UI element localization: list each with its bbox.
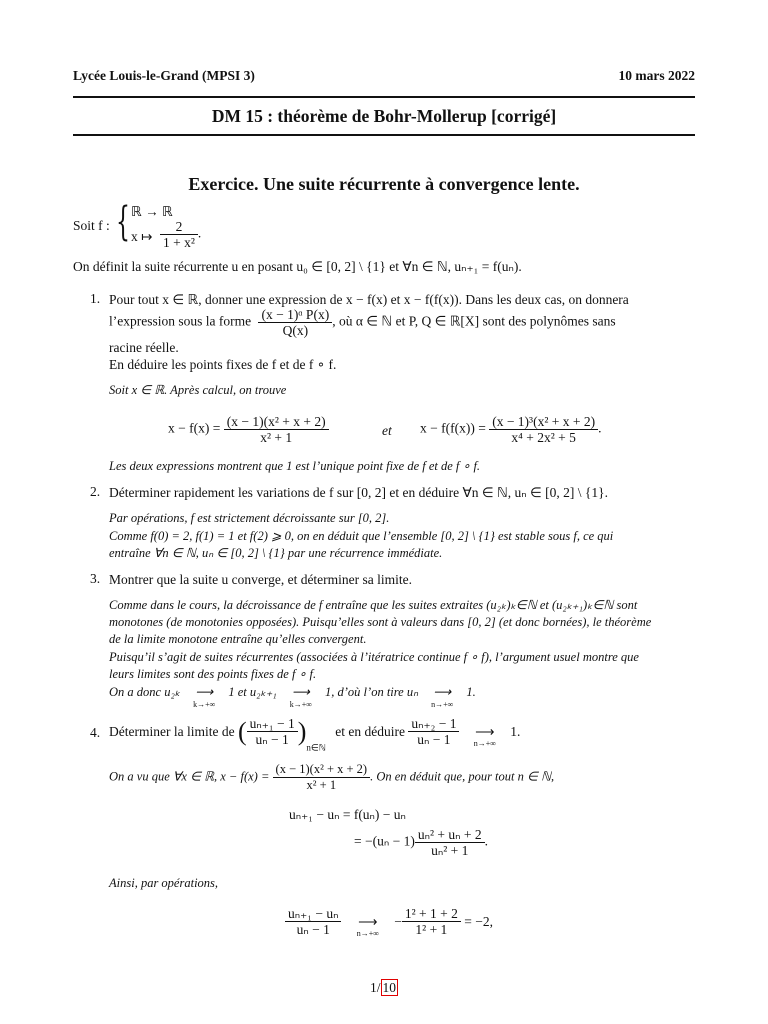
eq1-num: (x − 1)(x² + x + 2) <box>224 414 329 430</box>
q1-frac-num: (x − 1)ᵅ P(x) <box>258 307 332 323</box>
limit-arrow-5: ⟶ n→+∞ <box>345 913 391 930</box>
document-title: DM 15 : théorème de Bohr-Mollerup [corrigé] <box>211 106 557 126</box>
q2-answer-3: entraîne ∀n ∈ ℕ, uₙ ∈ [0, 2] \ {1} par une récurrence immédiate. <box>109 546 443 560</box>
q2-line1: Déterminer rapidement les variations de f sur [0, 2] et en déduire ∀n ∈ ℕ, uₙ ∈ [0, 2] \ {1}. <box>109 485 609 500</box>
q1-line2-a: l’expression sous la forme <box>109 313 252 329</box>
q4-limit-eq <box>285 906 493 937</box>
q1-answer-intro: Soit x ∈ ℝ. Après calcul, on trouve <box>109 383 287 397</box>
paren-close: ) <box>297 717 307 746</box>
q3-answer-4: Puisqu’il s’agit de suites récurrentes (associées à l’itératrice continue f ∘ f), l’argument usuel montre que <box>109 650 639 664</box>
q3-answer-6 <box>109 684 476 709</box>
q3-a6-a: On a donc u₂ₖ <box>109 685 181 699</box>
q4-answer-2: Ainsi, par opérations, <box>109 876 219 890</box>
exercise-title: Exercice. Une suite récurrente à convergence lente. <box>188 174 580 194</box>
q1-line2 <box>109 307 616 338</box>
q4-frac-den: uₙ − 1 <box>255 732 289 747</box>
paren-open: ( <box>237 717 247 746</box>
q4-lim-num: uₙ₊₁ − uₙ <box>285 906 341 922</box>
eq2-end: . <box>598 420 602 436</box>
q1-frac-den: Q(x) <box>282 323 309 338</box>
eq2-left: x − f(f(x)) = <box>420 420 486 436</box>
q4-a1-num: (x − 1)(x² + x + 2) <box>273 762 371 778</box>
q1-equation-1 <box>168 414 329 445</box>
eq1-left: x − f(x) = <box>168 420 221 436</box>
top-rule <box>73 96 695 98</box>
q4-number: 4. <box>90 725 101 740</box>
formula-numerator: 2 <box>160 219 198 235</box>
definition-label: Soit f : <box>73 218 110 233</box>
q4-frac2-den: uₙ − 1 <box>417 732 451 747</box>
formula-end: . <box>197 225 202 241</box>
header-date: 10 mars 2022 <box>618 68 695 83</box>
eq2-den: x⁴ + 2x² + 5 <box>511 430 576 445</box>
eq2-num: (x − 1)³(x² + x + 2) <box>489 414 598 430</box>
q1-line3: racine réelle. <box>109 340 179 355</box>
q1-equation-2 <box>420 414 602 445</box>
q4-answer-1 <box>109 762 554 793</box>
q3-line1: Montrer que la suite u converge, et déterminer sa limite. <box>109 572 413 587</box>
limit-arrow-2: ⟶ k→+∞ <box>280 684 322 701</box>
q4-line1 <box>109 716 520 757</box>
q2-answer-2: Comme f(0) = 2, f(1) = 1 et f(2) ⩾ 0, on en déduit que l’ensemble [0, 2] \ {1} est stable sous f, ce qui <box>109 529 614 543</box>
formula-denominator: 1 + x² <box>163 235 195 250</box>
q4-subscript: n∈ℕ <box>306 742 326 753</box>
limit-arrow-1: ⟶ k→+∞ <box>183 684 225 701</box>
q4-eq-line2 <box>354 827 488 858</box>
q4-frac-num: uₙ₊₁ − 1 <box>247 716 298 732</box>
q4-lim-den: uₙ − 1 <box>296 922 330 937</box>
q4-lim-end: = −2, <box>464 914 493 929</box>
arrow-label-5: n→+∞ <box>356 929 379 938</box>
q4-line1-b: et en déduire <box>335 724 406 739</box>
q4-frac2-num: uₙ₊₂ − 1 <box>408 716 459 732</box>
limit-arrow-4: ⟶ n→+∞ <box>463 723 507 740</box>
q4-eq2-end: . <box>484 833 489 849</box>
q1-line1: Pour tout x ∈ ℝ, donner une expression de x − f(x) et x − f(f(x)). Dans les deux cas, on donnera <box>109 292 629 307</box>
q3-a6-d: 1. <box>466 685 476 699</box>
q3-number: 3. <box>90 571 101 586</box>
q3-answer-2: monotones (de monotonies opposées). Puisqu’elles sont à valeurs dans [0, 2] (et donc bornées), le théorème <box>109 615 652 629</box>
page-total-link[interactable]: 10 <box>382 980 396 995</box>
arrow-label-3: n→+∞ <box>431 700 454 709</box>
page-header <box>73 68 695 88</box>
q1-et: et <box>382 423 392 438</box>
q1-number: 1. <box>90 291 101 306</box>
definition-brace: { <box>116 199 130 245</box>
limit-arrow-3: ⟶ n→+∞ <box>421 684 463 701</box>
q4-a1-b: . On en déduit que, pour tout n ∈ ℕ, <box>370 769 555 784</box>
q3-answer-5: leurs limites sont des points fixes de f ∘ f. <box>109 667 317 681</box>
definition-mapsto: x ↦ <box>131 229 153 244</box>
q2-number: 2. <box>90 484 101 499</box>
q4-line1-a: Déterminer la limite de <box>109 724 235 739</box>
q4-eq-line1: uₙ₊₁ − uₙ = f(uₙ) − uₙ <box>289 807 406 822</box>
q4-lim-num2: 1² + 1 + 2 <box>402 906 461 922</box>
q3-a6-c: 1, d’où l’on tire uₙ <box>325 685 419 699</box>
page-current: 1/ <box>369 980 381 995</box>
definition-formula <box>160 219 201 250</box>
definition-domain: ℝ → ℝ <box>131 204 173 219</box>
sequence-definition: On définit la suite récurrente u en posant u₀ ∈ [0, 2] \ {1} et ∀n ∈ ℕ, uₙ₊₁ = f(uₙ). <box>73 259 522 274</box>
q4-eq2-num: uₙ² + uₙ + 2 <box>415 827 485 843</box>
q4-lim-den2: 1² + 1 <box>415 922 448 937</box>
q4-a1-a: On a vu que ∀x ∈ ℝ, x − f(x) = <box>109 769 270 784</box>
title-rule <box>73 134 695 136</box>
q1-answer-conclusion: Les deux expressions montrent que 1 est l’unique point fixe de f et de f ∘ f. <box>109 459 481 473</box>
eq1-den: x² + 1 <box>260 430 293 445</box>
arrow-label-2: k→+∞ <box>289 700 312 709</box>
q4-lim-minus: − <box>394 914 402 929</box>
q4-eq2-den: uₙ² + 1 <box>431 843 469 858</box>
q3-answer-3: de la limite monotone entraîne qu’elles convergent. <box>109 632 367 646</box>
arrow-label-4: n→+∞ <box>473 739 496 748</box>
q1-line4: En déduire les points fixes de f et de f ∘ f. <box>109 357 337 372</box>
q4-line1-c: 1. <box>510 724 521 739</box>
page-number <box>0 980 768 996</box>
q3-a6-b: 1 et u₂ₖ₊₁ <box>228 685 277 699</box>
q4-eq2-a: = −(uₙ − 1) <box>354 833 415 849</box>
q3-answer-1: Comme dans le cours, la décroissance de f entraîne que les suites extraites (u₂ₖ)ₖ∈ℕ et (u₂ₖ₊₁)ₖ∈ℕ sont <box>109 598 638 612</box>
school-name: Lycée Louis-le-Grand (MPSI 3) <box>73 68 255 83</box>
q1-line2-b: , où α ∈ ℕ et P, Q ∈ ℝ[X] sont des polynômes sans <box>332 313 616 329</box>
q4-a1-den: x² + 1 <box>306 778 337 792</box>
arrow-label-1: k→+∞ <box>193 700 216 709</box>
q2-answer-1: Par opérations, f est strictement décroissante sur [0, 2]. <box>109 511 390 525</box>
